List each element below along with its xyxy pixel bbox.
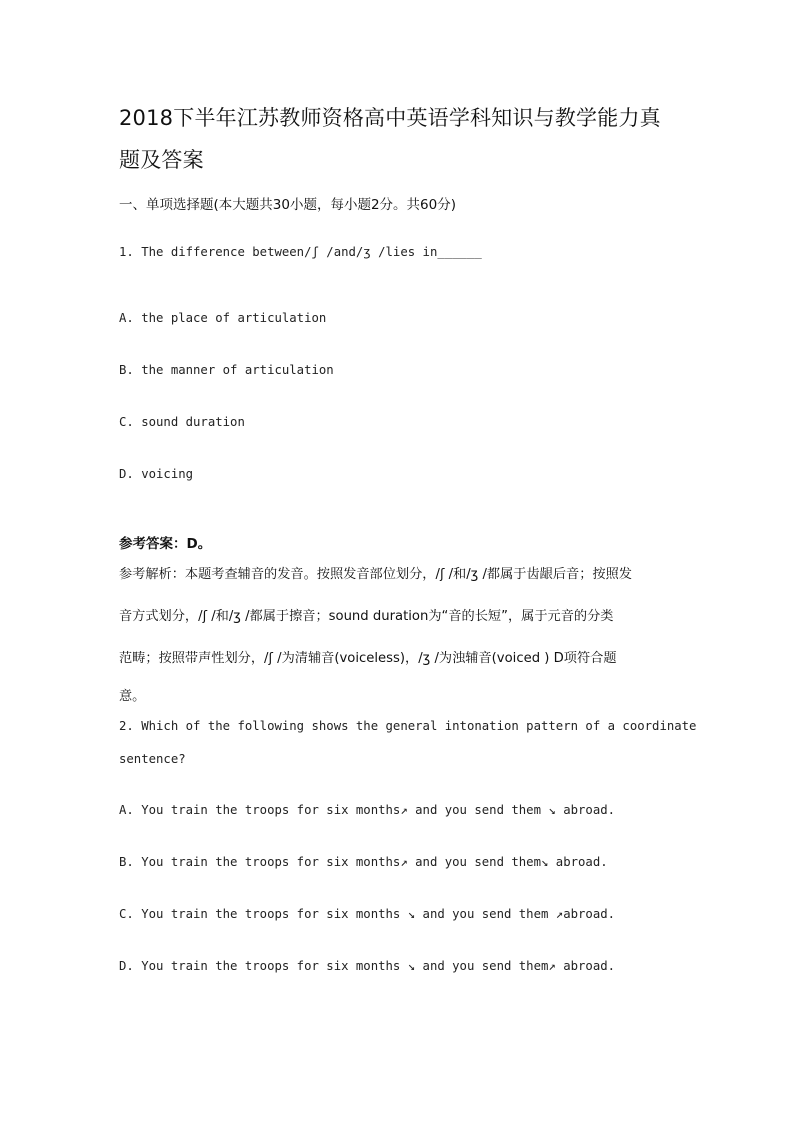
question-1-analysis-line-3: 范畴；按照带声性划分，/ʃ /为清辅音(voiceless)，/ʒ /为浊辅音(voiced ) D项符合题: [119, 651, 617, 666]
question-1-stem: 1. The difference between/ʃ /and/ʒ /lies in______: [119, 245, 482, 259]
question-2-option-d: D. You train the troops for six months ↘ and you send them↗ abroad.: [119, 959, 616, 973]
question-1-answer: 参考答案：D。: [119, 536, 212, 552]
question-1-option-c: C. sound duration: [119, 415, 245, 429]
question-1-option-d: D. voicing: [119, 467, 194, 481]
question-2-stem-line-2: sentence?: [119, 752, 186, 766]
question-1-option-b: B. the manner of articulation: [119, 363, 334, 377]
question-1-option-a: A. the place of articulation: [119, 311, 327, 325]
question-2-option-c: C. You train the troops for six months ↘ and you send them ↗abroad.: [119, 907, 616, 921]
section-heading: 一、单项选择题(本大题共30小题，每小题2分。共60分): [119, 197, 456, 213]
document-title-line-2: 题及答案: [119, 148, 204, 172]
question-1-analysis-line-2: 音方式划分，/ʃ /和/ʒ /都属于擦音；sound duration为“音的长短”，属于元音的分类: [119, 609, 614, 624]
question-2-stem-line-1: 2. Which of the following shows the general intonation pattern of a coordinate: [119, 719, 697, 733]
question-1-analysis-line-1: 参考解析：本题考查辅音的发音。按照发音部位划分，/ʃ /和/ʒ /都属于齿龈后音；按照发: [119, 567, 632, 582]
document-title-line-1: 2018下半年江苏教师资格高中英语学科知识与教学能力真: [119, 106, 661, 130]
question-2-option-b: B. You train the troops for six months↗ and you send them↘ abroad.: [119, 855, 608, 869]
question-2-option-a: A. You train the troops for six months↗ and you send them ↘ abroad.: [119, 803, 616, 817]
question-1-analysis-line-4: 意。: [119, 689, 146, 704]
